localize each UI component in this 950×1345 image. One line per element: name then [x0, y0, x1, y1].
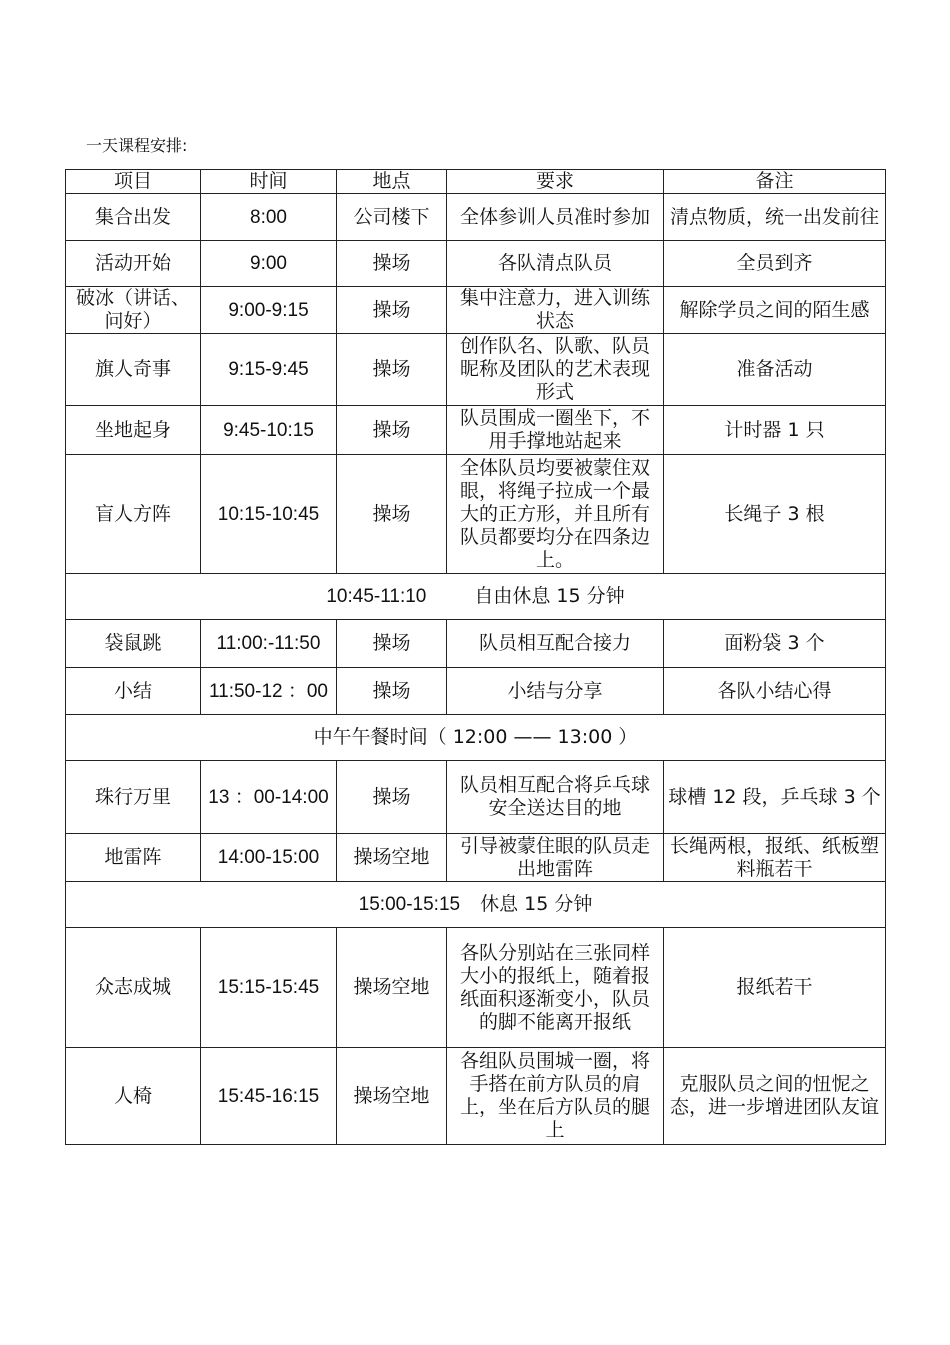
cell-item: 旗人奇事 — [66, 334, 201, 406]
cell-item: 坐地起身 — [66, 406, 201, 455]
cell-item: 破冰（讲话、问好） — [66, 287, 201, 334]
cell-requirement: 创作队名、队歌、队员昵称及团队的艺术表现形式 — [447, 334, 664, 406]
cell-requirement: 全体队员均要被蒙住双眼，将绳子拉成一个最大的正方形，并且所有队员都要均分在四条边上。 — [447, 455, 664, 574]
cell-item: 人椅 — [66, 1048, 201, 1145]
break-text: 自由休息 15 分钟 — [474, 585, 625, 607]
table-row — [66, 406, 886, 455]
break-cell — [66, 574, 886, 620]
cell-time: 15:15-15:45 — [201, 928, 337, 1048]
cell-requirement: 集中注意力，进入训练状态 — [447, 287, 664, 334]
table-row — [66, 194, 886, 241]
break-cell — [66, 882, 886, 928]
cell-requirement: 队员相互配合接力 — [447, 620, 664, 668]
lunch-cell: 中午午餐时间（ 12:00 —— 13:00 ） — [66, 715, 886, 761]
header-place: 地点 — [337, 170, 447, 194]
cell-place: 操场空地 — [337, 1048, 447, 1145]
cell-item: 珠行万里 — [66, 761, 201, 834]
cell-note: 清点物质，统一出发前往 — [664, 194, 886, 241]
cell-note: 球槽 12 段，乒乓球 3 个 — [664, 761, 886, 834]
cell-item: 众志成城 — [66, 928, 201, 1048]
cell-time: 11:50-12 ：00 — [201, 668, 337, 715]
cell-requirement: 各队清点队员 — [447, 241, 664, 287]
cell-item: 集合出发 — [66, 194, 201, 241]
cell-time: 9:45-10:15 — [201, 406, 337, 455]
table-row — [66, 455, 886, 574]
cell-place: 操场空地 — [337, 928, 447, 1048]
cell-note: 准备活动 — [664, 334, 886, 406]
break-time: 15:00-15:15 — [358, 894, 461, 915]
table-row — [66, 834, 886, 882]
break-time: 10:45-11:10 — [326, 586, 427, 607]
cell-requirement: 引导被蒙住眼的队员走出地雷阵 — [447, 834, 664, 882]
cell-note: 面粉袋 3 个 — [664, 620, 886, 668]
break-row — [66, 715, 886, 761]
header-time: 时间 — [201, 170, 337, 194]
table-row — [66, 761, 886, 834]
cell-note: 克服队员之间的忸怩之态，进一步增进团队友谊 — [664, 1048, 886, 1145]
cell-time: 15:45-16:15 — [201, 1048, 337, 1145]
cell-place: 操场 — [337, 455, 447, 574]
table-row — [66, 287, 886, 334]
break-text: 休息 15 分钟 — [480, 893, 593, 915]
table-row — [66, 620, 886, 668]
cell-time: 9:15-9:45 — [201, 334, 337, 406]
cell-requirement: 队员围成一圈坐下，不用手撑地站起来 — [447, 406, 664, 455]
cell-place: 操场 — [337, 406, 447, 455]
cell-place: 操场 — [337, 620, 447, 668]
header-item: 项目 — [66, 170, 201, 194]
cell-place: 操场 — [337, 334, 447, 406]
cell-item: 地雷阵 — [66, 834, 201, 882]
cell-requirement: 队员相互配合将乒乓球安全送达目的地 — [447, 761, 664, 834]
cell-note: 解除学员之间的陌生感 — [664, 287, 886, 334]
header-note: 备注 — [664, 170, 886, 194]
cell-time: 11:00:-11:50 — [201, 620, 337, 668]
cell-note: 计时器 1 只 — [664, 406, 886, 455]
cell-time: 9:00 — [201, 241, 337, 287]
cell-place: 操场 — [337, 287, 447, 334]
cell-time: 10:15-10:45 — [201, 455, 337, 574]
cell-item: 活动开始 — [66, 241, 201, 287]
cell-time: 13 ：00-14:00 — [201, 761, 337, 834]
cell-note: 各队小结心得 — [664, 668, 886, 715]
cell-requirement: 各队分别站在三张同样大小的报纸上，随着报纸面积逐渐变小，队员的脚不能离开报纸 — [447, 928, 664, 1048]
cell-time: 8:00 — [201, 194, 337, 241]
cell-place: 操场 — [337, 241, 447, 287]
cell-requirement: 小结与分享 — [447, 668, 664, 715]
cell-time: 14:00-15:00 — [201, 834, 337, 882]
schedule-table — [65, 169, 886, 1145]
cell-item: 袋鼠跳 — [66, 620, 201, 668]
break-row — [66, 574, 886, 620]
cell-time: 9:00-9:15 — [201, 287, 337, 334]
header-requirement: 要求 — [447, 170, 664, 194]
break-row — [66, 882, 886, 928]
cell-requirement: 全体参训人员准时参加 — [447, 194, 664, 241]
cell-place: 操场 — [337, 761, 447, 834]
cell-place: 操场 — [337, 668, 447, 715]
table-row — [66, 241, 886, 287]
table-row — [66, 928, 886, 1048]
header-row — [66, 170, 886, 194]
cell-item: 盲人方阵 — [66, 455, 201, 574]
cell-item: 小结 — [66, 668, 201, 715]
table-row — [66, 1048, 886, 1145]
schedule-caption: 一天课程安排: — [86, 136, 188, 155]
cell-note: 报纸若干 — [664, 928, 886, 1048]
cell-place: 公司楼下 — [337, 194, 447, 241]
cell-note: 长绳两根，报纸、纸板塑料瓶若干 — [664, 834, 886, 882]
table-row — [66, 334, 886, 406]
cell-requirement: 各组队员围城一圈，将手搭在前方队员的肩上，坐在后方队员的腿上 — [447, 1048, 664, 1145]
cell-place: 操场空地 — [337, 834, 447, 882]
cell-note: 长绳子 3 根 — [664, 455, 886, 574]
cell-note: 全员到齐 — [664, 241, 886, 287]
table-row — [66, 668, 886, 715]
